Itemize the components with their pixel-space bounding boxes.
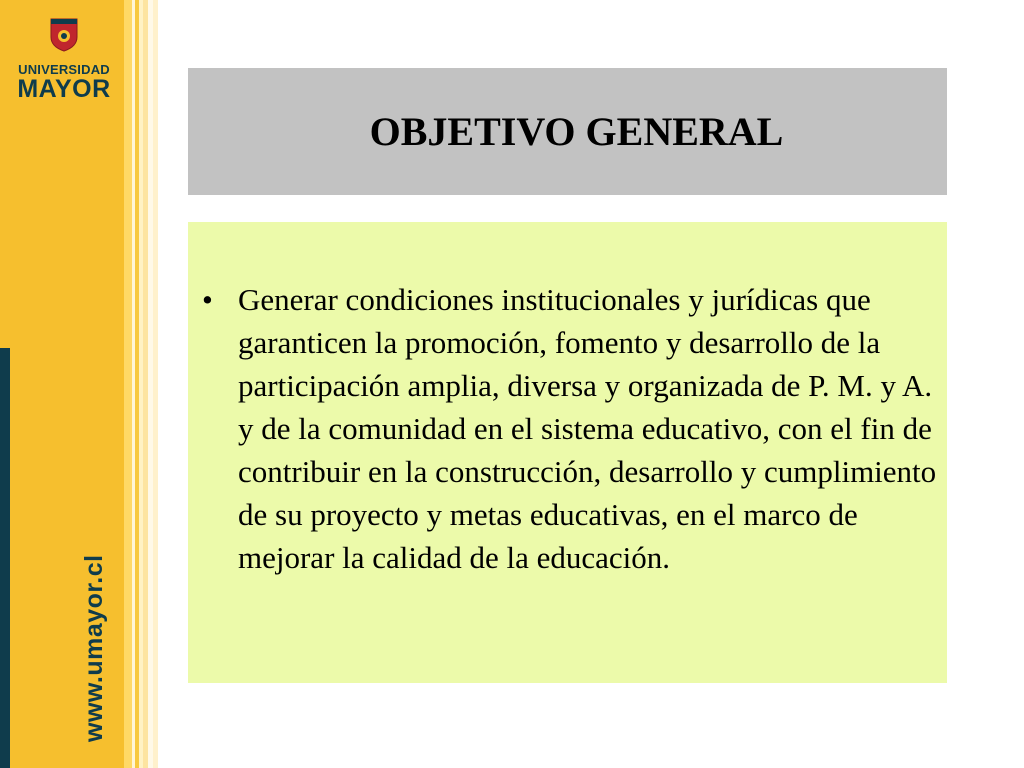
title-box [188,68,947,195]
bullet-text: Generar condiciones institucionales y jurídicas que garanticen la promoción, fomento y desarrollo de la participación amplia, diversa y organizada de P. M. y A. y de la comunidad en el sistema educativo, con el fin de contribuir en la construcción, desarrollo y cumplimiento de su proyecto y metas educativas, en el marco de mejorar la calidad de la educación. [238,282,937,575]
slide-title: OBJETIVO GENERAL [369,109,784,154]
website-url: www.umayor.cl [80,554,108,742]
content-box [188,222,947,683]
bullet-list [202,278,937,579]
logo-text-university: UNIVERSIDAD [18,62,110,77]
sidebar-dark-strip [0,348,10,768]
shield-icon [50,18,78,52]
decorative-stripes [124,0,164,768]
logo-text-mayor: MAYOR [17,75,111,103]
university-logo [14,18,114,101]
bullet-item [202,278,937,579]
bullet-marker: • [202,282,213,317]
